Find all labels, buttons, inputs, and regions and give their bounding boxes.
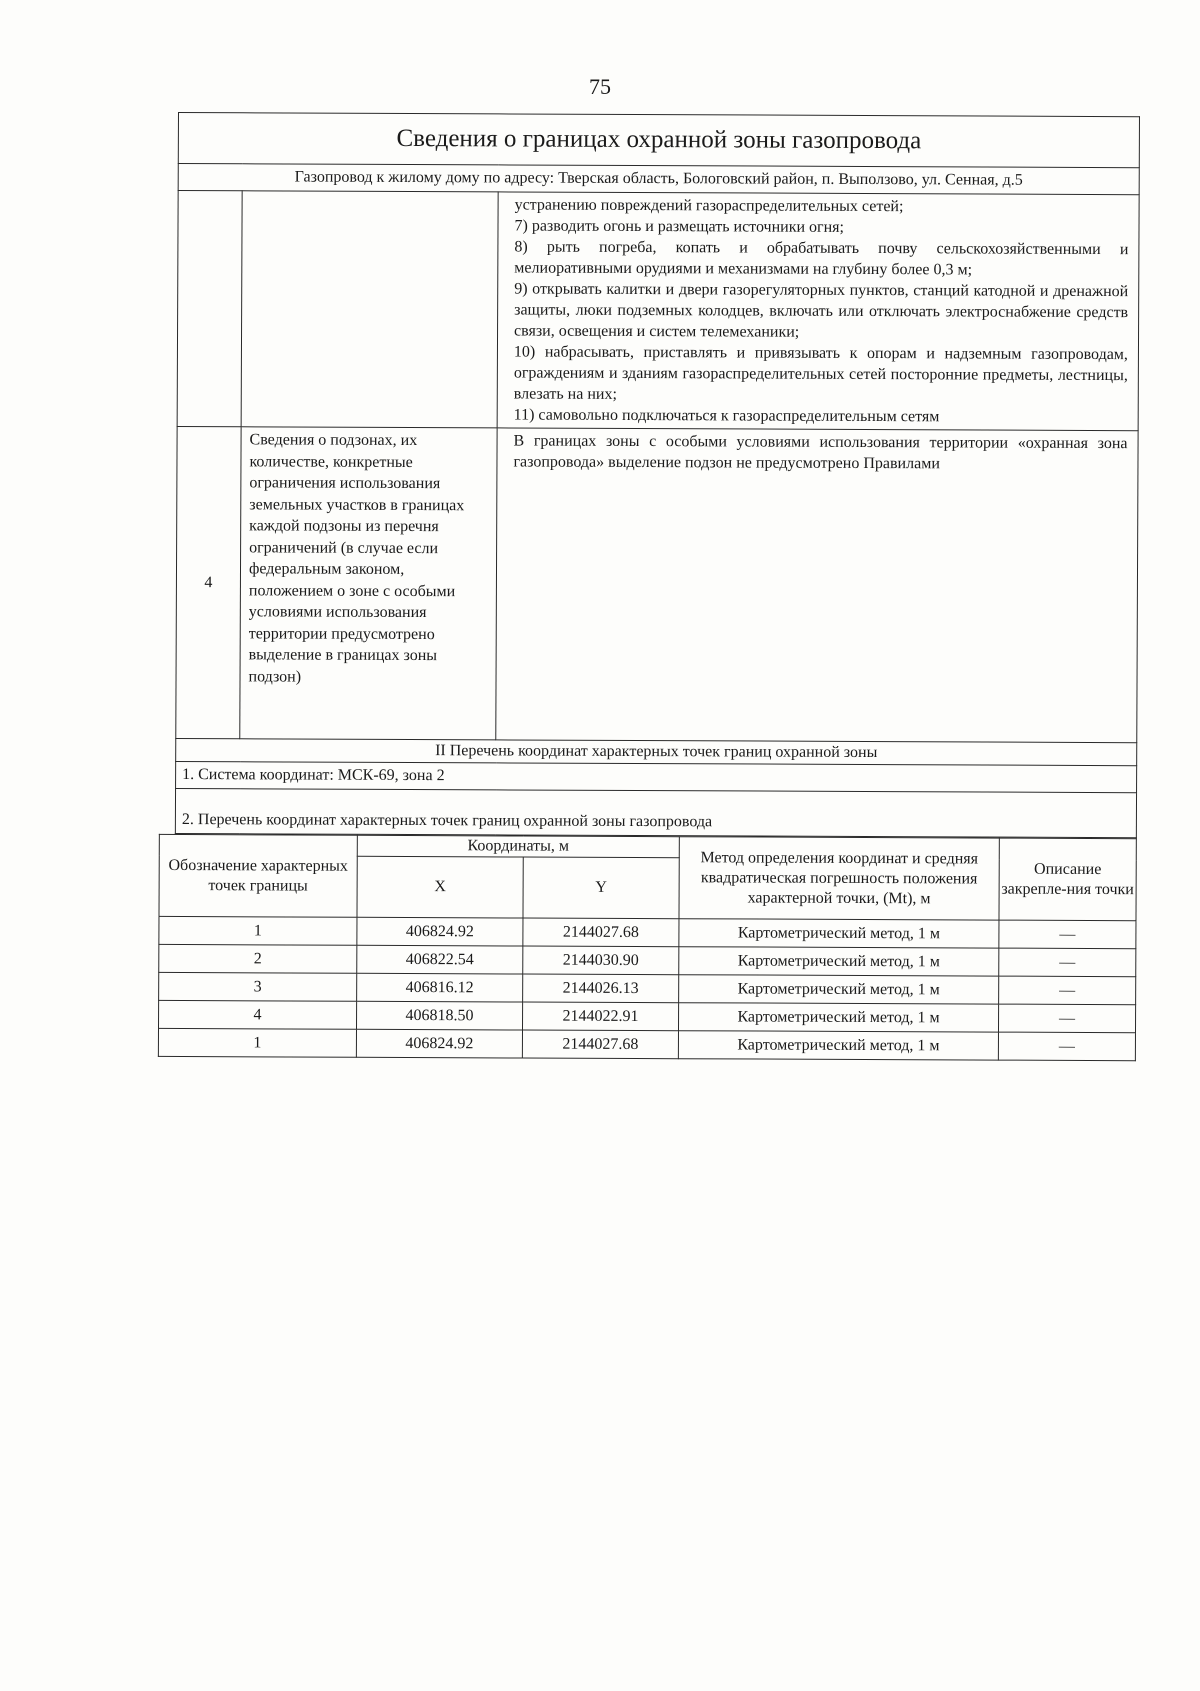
- coord-x: 406818.50: [356, 1001, 522, 1030]
- coord-x: 406824.92: [357, 917, 523, 946]
- coord-y: 2144022.91: [522, 1002, 678, 1031]
- section-2-title: II Перечень координат характерных точек границ охранной зоны: [176, 738, 1137, 765]
- header-x: X: [357, 856, 523, 918]
- point-description: —: [998, 1032, 1135, 1061]
- coord-y: 2144027.68: [522, 1030, 678, 1059]
- point-description: —: [999, 920, 1136, 949]
- method: Картометрический метод, 1 м: [679, 947, 999, 976]
- point-id: 2: [159, 944, 357, 973]
- table-row: [159, 944, 1136, 976]
- empty-number-cell: [177, 191, 242, 427]
- table-row: [159, 972, 1136, 1004]
- restriction-line: 11) самовольно подключаться к газораспределительным сетям: [513, 406, 940, 426]
- coord-y: 2144026.13: [523, 974, 679, 1003]
- method: Картометрический метод, 1 м: [679, 975, 999, 1004]
- point-description: —: [999, 1004, 1136, 1033]
- empty-label-cell: [241, 191, 498, 428]
- table-row: [158, 1028, 1135, 1060]
- point-id: 1: [159, 916, 357, 945]
- point-description: —: [999, 948, 1136, 977]
- restriction-line: 9) открывать калитки и двери газорегуляторных пунктов, станций катодной и дренажной защиты, люки подземных колодцев, включать или отключать электроснабжение средств связи, освещения и систем телемеханики;: [514, 280, 1129, 341]
- coordinates-table: [158, 834, 1137, 1061]
- page-number: 75: [589, 74, 611, 99]
- table-row: [159, 916, 1136, 948]
- coord-x: 406816.12: [357, 973, 523, 1002]
- point-id: 3: [159, 972, 357, 1001]
- header-coordinates: Координаты, м: [357, 835, 679, 857]
- table-row: [159, 1000, 1136, 1032]
- subzones-label: Сведения о подзонах, их количестве, конкретные ограничения использования земельных участков в границах каждой подзоны из перечня ограничений (в случае если федеральным законом, положением о зоне с особыми условиями использования территории предусмотрено выделение в границах зоны подзон): [240, 427, 497, 740]
- restrictions-continuation: [497, 192, 1139, 431]
- coord-y: 2144030.90: [523, 946, 679, 975]
- method: Картометрический метод, 1 м: [679, 1003, 999, 1032]
- point-id: 4: [159, 1000, 357, 1029]
- restriction-line: 10) набрасывать, приставлять и привязывать к опорам и надземным газопроводам, ограждениям и зданиям газораспределительных сетей посторонние предметы, лестницы, влезать на них;: [513, 343, 1128, 403]
- coordinate-system: 1. Система координат: МСК-69, зона 2: [176, 761, 1137, 792]
- document-sheet: [168, 112, 1140, 1061]
- object-address: Газопровод к жилому дому по адресу: Тверская область, Бологовский район, п. Выползово, ул. Сенная, д.5: [178, 164, 1139, 195]
- subzones-value: В границах зоны с особыми условиями использования территории «охранная зона газопровода» выделение подзон не предусмотрено Правилами: [496, 428, 1138, 743]
- restriction-line: 7) разводить огонь и размещать источники огня;: [514, 217, 845, 236]
- point-id: 1: [158, 1028, 356, 1057]
- header-y: Y: [523, 857, 679, 919]
- coord-y: 2144027.68: [523, 918, 679, 947]
- method: Картометрический метод, 1 м: [678, 1031, 998, 1060]
- method: Картометрический метод, 1 м: [679, 919, 999, 948]
- restriction-line: 8) рыть погреба, копать и обрабатывать почву сельскохозяйственными и мелиоративными орудиями и механизмами на глубину более 0,3 м;: [514, 238, 1129, 279]
- coord-x: 406822.54: [357, 945, 523, 974]
- header-method: Метод определения координат и средняя квадратическая погрешность положения характерной точки, (Mt), м: [679, 837, 999, 920]
- coord-x: 406824.92: [356, 1029, 522, 1058]
- document-title: Сведения о границах охранной зоны газопровода: [178, 113, 1139, 168]
- point-description: —: [999, 976, 1136, 1005]
- coordinate-list-title: 2. Перечень координат характерных точек границ охранной зоны газопровода: [175, 788, 1136, 837]
- zone-info-table: [175, 112, 1140, 838]
- header-designation: Обозначение характерных точек границы: [159, 834, 357, 917]
- header-description: Описание закрепле-ния точки: [999, 838, 1136, 921]
- row-number: 4: [176, 426, 241, 738]
- restriction-line: устранению повреждений газораспределительных сетей;: [514, 196, 904, 216]
